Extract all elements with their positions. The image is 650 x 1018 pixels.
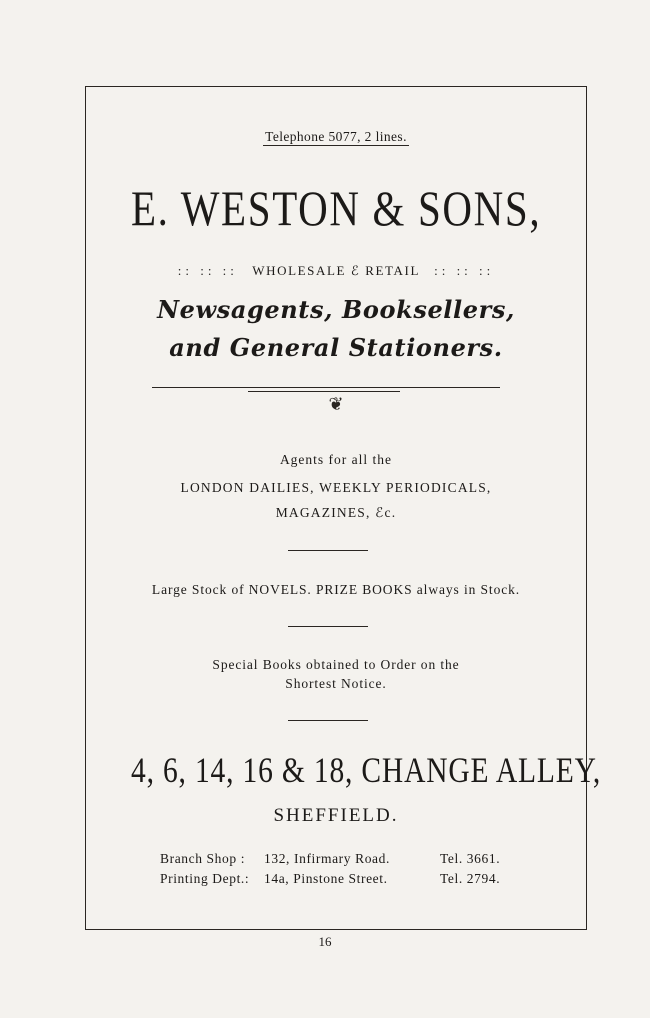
agents-line-3: MAGAZINES, ℰc. — [275, 505, 397, 520]
street-address: 4, 6, 14, 16 & 18, CHANGE ALLEY, — [131, 750, 602, 790]
agents-line-1: Agents for all the — [279, 452, 393, 467]
branch-row — [160, 849, 500, 869]
city-name: SHEFFIELD. — [273, 805, 399, 826]
telephone-text: Telephone 5077, 2 lines. — [265, 129, 407, 144]
branch-table — [160, 849, 500, 889]
trade-line — [86, 263, 586, 279]
trade-heading-line-2: and General Stationers. — [169, 333, 503, 362]
separator-2 — [288, 626, 368, 627]
branch-telephone: Tel. 3661. — [440, 851, 501, 866]
page-number: 16 — [318, 934, 332, 949]
branch-address: 132, Infirmary Road. — [264, 851, 390, 866]
branch-telephone: Tel. 2794. — [440, 871, 501, 886]
fleuron-ornament-icon: ❦ — [328, 394, 344, 414]
trade-heading-line-1: Newsagents, Booksellers, — [157, 295, 515, 324]
divider-rule-long — [152, 387, 500, 388]
agents-line-2: LONDON DAILIES, WEEKLY PERIODICALS, — [180, 480, 492, 495]
trade-dots-left: :: :: :: — [177, 263, 238, 278]
branch-address: 14a, Pinstone Street. — [264, 871, 388, 886]
firm-name: E. WESTON & SONS, — [131, 180, 542, 236]
branch-row — [160, 869, 500, 889]
special-line-2: Shortest Notice. — [285, 676, 387, 691]
telephone-line — [86, 129, 586, 145]
special-line-1: Special Books obtained to Order on the — [212, 657, 460, 672]
trade-dots-right: :: :: :: — [434, 263, 495, 278]
separator-3 — [288, 720, 368, 721]
branch-label: Printing Dept.: — [160, 871, 250, 886]
branch-label: Branch Shop : — [160, 851, 246, 866]
trade-line-text: WHOLESALE ℰ RETAIL — [252, 263, 420, 278]
stock-line: Large Stock of NOVELS. PRIZE BOOKS always in Stock. — [151, 582, 521, 597]
advertisement-frame — [85, 86, 602, 930]
divider-rule-short — [248, 391, 400, 392]
separator-1 — [288, 550, 368, 551]
